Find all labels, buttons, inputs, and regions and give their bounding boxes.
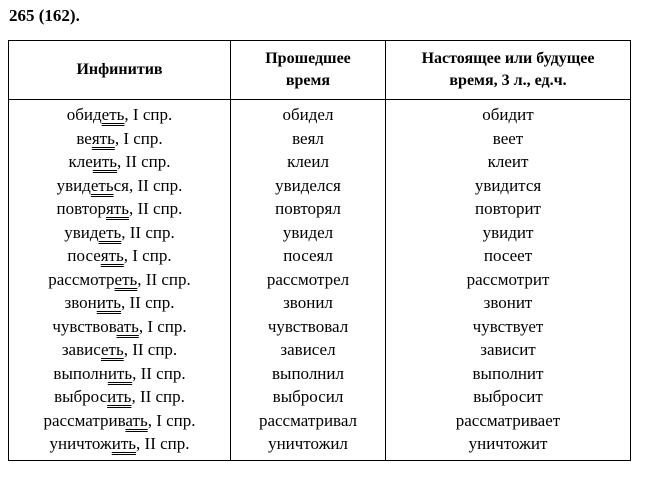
infinitive-cell [11,244,228,268]
verb-stem: выброс [54,387,108,406]
infinitive-cell [11,103,228,127]
present-tense-cell: повторит [475,199,541,218]
infinitive-cell [11,197,228,221]
conjugation-table [8,40,631,461]
verb-stem: уничтож [49,434,112,453]
verb-ending-underlined: ить [107,363,133,383]
conjugation-label: , II спр. [132,363,186,383]
past-tense-cell: выполнил [272,363,344,383]
verb-stem: рассматрив [43,410,126,430]
verb-stem: завис [61,340,101,359]
verb-ending-underlined: ять [100,246,124,265]
present-tense-cell: веет [492,128,524,148]
conjugation-label: ся, II спр. [113,175,183,195]
past-tense-cell: увиделся [275,175,341,195]
verb-ending-underlined: еть [90,175,114,195]
verb-stem: рассмотр [48,269,115,289]
past-tense-cell: обидел [282,105,334,124]
infinitive-cell [11,174,228,198]
infinitive-cell [11,432,228,456]
infinitive-cell [11,150,228,174]
infinitive-cell [11,362,228,386]
table-header-row [9,41,631,100]
conjugation-label: , II спр. [121,293,175,312]
past-tense-cell: увидел [282,222,334,242]
verb-ending-underlined: еть [101,105,125,124]
verb-ending-underlined: ять [105,199,129,218]
past-tense-cell: зависел [280,340,336,359]
conjugation-label: , II спр. [128,199,183,218]
past-tense-cell: рассматривал [258,410,358,430]
verb-ending-underlined: ить [111,434,137,453]
header-present-tense [386,41,631,100]
verb-ending-underlined: еть [98,222,122,242]
present-tense-cell: клеит [487,152,529,171]
past-tense-cell: рассмотрел [266,269,350,289]
verb-stem: повтор [56,199,106,218]
verb-stem: чувствов [52,316,117,336]
verb-stem: обид [66,105,102,124]
verb-stem: выполн [53,363,108,383]
past-tense-cell: клеил [287,152,329,171]
table-body-row [9,100,631,461]
conjugation-label: , II спр. [121,222,175,242]
header-past-line2: время [285,72,331,89]
conjugation-label: , I спр. [147,410,196,430]
infinitive-cell [11,268,228,292]
verb-ending-underlined: ять [91,128,115,148]
header-infinitive-label: Инфинитив [76,61,163,78]
present-tense-cell: рассмотрит [466,269,550,289]
verb-stem: звон [64,293,97,312]
conjugation-label: , I спр. [124,105,173,124]
header-past-line1: Прошедшее [265,50,351,67]
past-tense-cell: звонил [283,293,333,312]
infinitive-cell [11,221,228,245]
infinitive-cell [11,291,228,315]
present-tense-cell: рассматривает [455,410,561,430]
past-tense-cell: чувствовал [267,316,349,336]
present-tense-cell: звонит [483,293,533,312]
verb-ending-underlined: еть [100,340,124,359]
past-tense-cell: повторял [275,199,341,218]
exercise-title: 265 (162). [9,6,80,25]
verb-stem: посе [67,246,101,265]
past-tense-cell: веял [292,128,324,148]
present-tense-cell: увидит [482,222,534,242]
conjugation-label: , II спр. [136,434,190,453]
past-tense-cell: уничтожил [268,434,348,453]
header-present-line1: Настоящее или будущее [421,50,595,67]
conjugation-label: , I спр. [123,246,172,265]
present-tense-cell: выбросит [473,387,543,406]
infinitive-cell [11,127,228,151]
verb-stem: кле [68,152,93,171]
present-tense-cell: уничтожит [468,434,548,453]
verb-stem: ве [76,128,92,148]
verb-ending-underlined: ать [116,316,139,336]
infinitive-column [9,100,231,461]
past-tense-cell: выбросил [272,387,344,406]
verb-ending-underlined: еть [114,269,138,289]
conjugation-label: , II спр. [117,152,171,171]
conjugation-label: , II спр. [137,269,191,289]
present-tense-cell: чувствует [472,316,544,336]
infinitive-cell [11,315,228,339]
conjugation-label: , I спр. [138,316,187,336]
verb-ending-underlined: ить [92,152,118,171]
present-tense-cell: увидится [474,175,542,195]
verb-ending-underlined: ить [107,387,132,406]
present-tense-column [386,100,631,461]
conjugation-label: , II спр. [131,387,185,406]
present-tense-cell: обидит [482,105,534,124]
verb-stem: увид [64,222,99,242]
present-tense-cell: посеет [483,246,533,265]
header-infinitive [9,41,231,100]
past-tense-column [231,100,386,461]
header-present-line2: время, 3 л., ед.ч. [449,72,567,89]
infinitive-cell [11,338,228,362]
conjugation-label: , I спр. [114,128,163,148]
conjugation-label: , II спр. [123,340,178,359]
past-tense-cell: посеял [283,246,333,265]
present-tense-cell: зависит [480,340,536,359]
verb-ending-underlined: ить [96,293,122,312]
infinitive-cell [11,409,228,433]
verb-ending-underlined: ать [125,410,148,430]
infinitive-cell [11,385,228,409]
present-tense-cell: выполнит [472,363,544,383]
header-past-tense [231,41,386,100]
verb-stem: увид [56,175,91,195]
